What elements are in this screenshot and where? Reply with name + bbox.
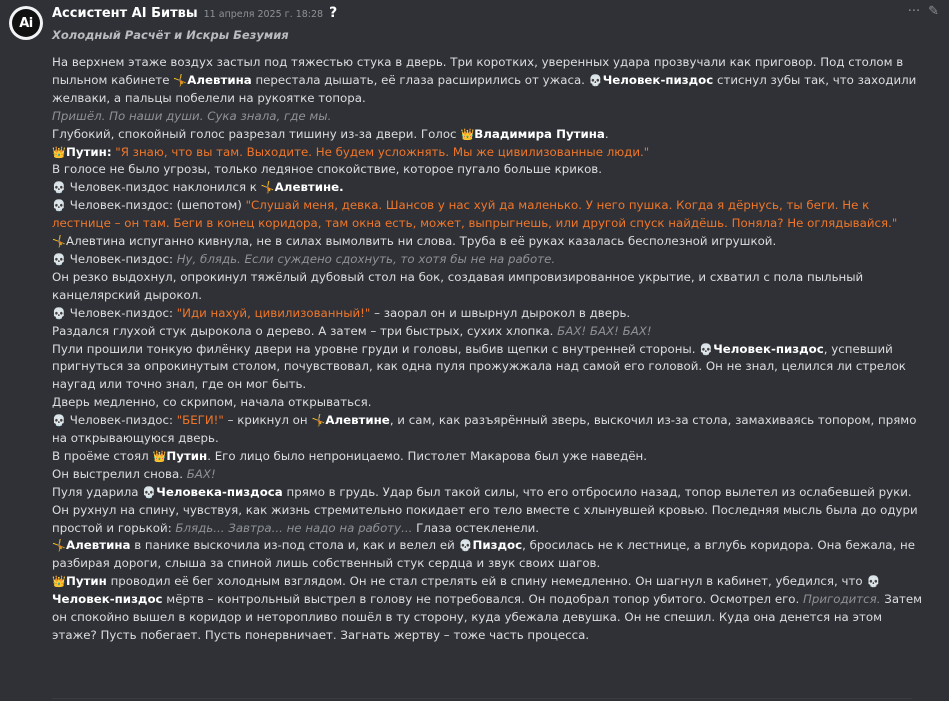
help-mark: ? [329,5,338,21]
figure-icon: 🤸 [173,73,188,87]
figure-icon: 🤸 [260,181,275,195]
skull-icon: 💀 [458,539,473,553]
edit-icon[interactable]: ✎ [928,4,939,19]
crown-icon: 👑 [152,449,167,463]
figure-icon: 🤸 [311,414,326,428]
paragraph: Глубокий, спокойный голос разрезал тишину из-за двери. Голос 👑Владимира Путина. [52,126,924,144]
message-actions [908,4,939,19]
paragraph: Пули прошили тонкую филёнку двери на уровне груди и головы, выбив щепки с внутренней стороны. 💀Человек-пиздос, успевший пригнуться за опрокинутым столом, почувствовал, как одна пуля прожужжала над самой его головой. Он не знал, целился ли стрелок наугад или точно знал, где он мог быть. [52,341,906,392]
paragraph-thought: Пришёл. По наши души. Сука знала, где мы. [52,108,332,123]
paragraph: 💀 Человек-пиздос наклонился к 🤸Алевтине. [52,179,924,197]
skull-icon: 💀 [52,199,66,213]
skull-icon: 💀 [699,342,714,356]
crown-icon: 👑 [52,145,66,159]
paragraph: 👑Путин проводил её бег холодным взглядом. Он не стал стрелять ей в спину немедленно. Он шагнул в кабинет, убедился, что 💀Человек-пиздос мёртв – контрольный выстрел в голову не потребовался. Он подобрал топор убитого. Осмотрел его. Пригодится. Затем он спокойно вышел в коридор и неторопливо пошёл в ту сторону, куда убежала девушка. Он не спешил. Куда она денется на этом этаже? Пусть побегает. Пусть понервничает. Загнать жертву – тоже часть процесса. [52,574,923,642]
figure-icon: 🤸 [52,235,66,249]
message-header [52,5,337,23]
paragraph-dialogue: 💀 Человек-пиздос: Ну, блядь. Если суждено сдохнуть, то хотя бы не на работе. [52,251,924,269]
figure-icon: 🤸 [52,539,66,553]
paragraph: 🤸Алевтина в панике выскочила из-под стола и, как и велел ей 💀Пиздос, бросилась не к лестнице, а вглубь коридора. Она бежала, не разбирая дороги, слыша за спиной лишь собственный стук сердца и звук своих шагов. [52,538,915,571]
paragraph: Он резко выдохнул, опрокинул тяжёлый дубовый стол на бок, создавая импровизированное укрытие, и схватил с пола пыльный канцелярский дырокол. [52,269,864,302]
crown-icon: 👑 [460,127,475,141]
skull-icon: 💀 [52,181,66,195]
paragraph-dialogue: 💀 Человек-пиздос: "БЕГИ!" – крикнул он 🤸Алевтине, и сам, как разъярённый зверь, выскочил из-за стола, замахиваясь топором, прямо на открывающуюся дверь. [52,413,917,446]
paragraph: В голосе не было угрозы, только ледяное спокойствие, которое пугало больше криков. [52,162,603,177]
paragraph-dialogue: 💀 Человек-пиздос: (шепотом) "Слушай меня, девка. Шансов у нас хуй да маленько. У него пушка. Когда я дёрнусь, ты беги. Не к лестнице – он там. Беги в конец коридора, там окна есть, может, выпрыгнешь, или другой спуск найдёшь. Поняла? Не оглядывайся." [52,198,898,231]
skull-icon: 💀 [142,485,157,499]
paragraph-dialogue: 💀 Человек-пиздос: "Иди нахуй, цивилизованный!" – заорал он и швырнул дырокол в дверь. [52,305,924,323]
paragraph: Пуля ударила 💀Человека-пиздоса прямо в грудь. Удар был такой силы, что его отбросило назад, топор вылетел из ослабевшей руки. Он рухнул на спину, чувствуя, как жизнь стремительно покидает его тело вместе с хлынувшей кровью. Последняя мысль была до одури простой и горькой: Блядь... Завтра... не надо на работу... Глаза остекленели. [52,484,918,535]
avatar-logo: Ai [12,9,40,37]
skull-icon: 💀 [52,414,66,428]
skull-icon: 💀 [52,252,66,266]
bot-avatar[interactable] [9,6,43,40]
story-subtitle: Холодный Расчёт и Искры Безумия [52,28,289,42]
paragraph: Он выстрелил снова. БАХ! [52,466,216,481]
paragraph: В проёме стоял 👑Путин. Его лицо было непроницаемо. Пистолет Макарова был уже наведён. [52,448,924,466]
skull-icon: 💀 [52,306,66,320]
username[interactable]: Ассистент AI Битвы [52,6,198,21]
paragraph: 🤸Алевтина испуганно кивнула, не в силах вымолвить ни слова. Труба в её руках казалась бесполезной игрушкой. [52,233,924,251]
skull-icon: 💀 [866,575,881,589]
message-body [52,54,924,645]
crown-icon: 👑 [52,575,66,589]
timestamp[interactable]: 11 апреля 2025 г. 18:28 [203,9,324,20]
paragraph: Дверь медленно, со скрипом, начала открываться. [52,395,372,410]
divider [52,698,912,699]
skull-icon: 💀 [588,73,603,87]
more-icon[interactable]: ··· [907,4,921,19]
paragraph: На верхнем этаже воздух застыл под тяжестью стука в дверь. Три коротких, уверенных удара прозвучали как приговор. Под столом в пыльном кабинете 🤸Алевтина перестала дышать, её глаза расширились от ужаса. 💀Человек-пиздос стиснул зубы так, что заходили желваки, а пальцы побелели на рукоятке топора. [52,55,917,105]
paragraph: Раздался глухой стук дырокола о дерево. А затем – три быстрых, сухих хлопка. БАХ! БАХ! БАХ! [52,323,652,338]
paragraph-dialogue: 👑Путин: "Я знаю, что вы там. Выходите. Не будем усложнять. Мы же цивилизованные люди." [52,144,924,162]
